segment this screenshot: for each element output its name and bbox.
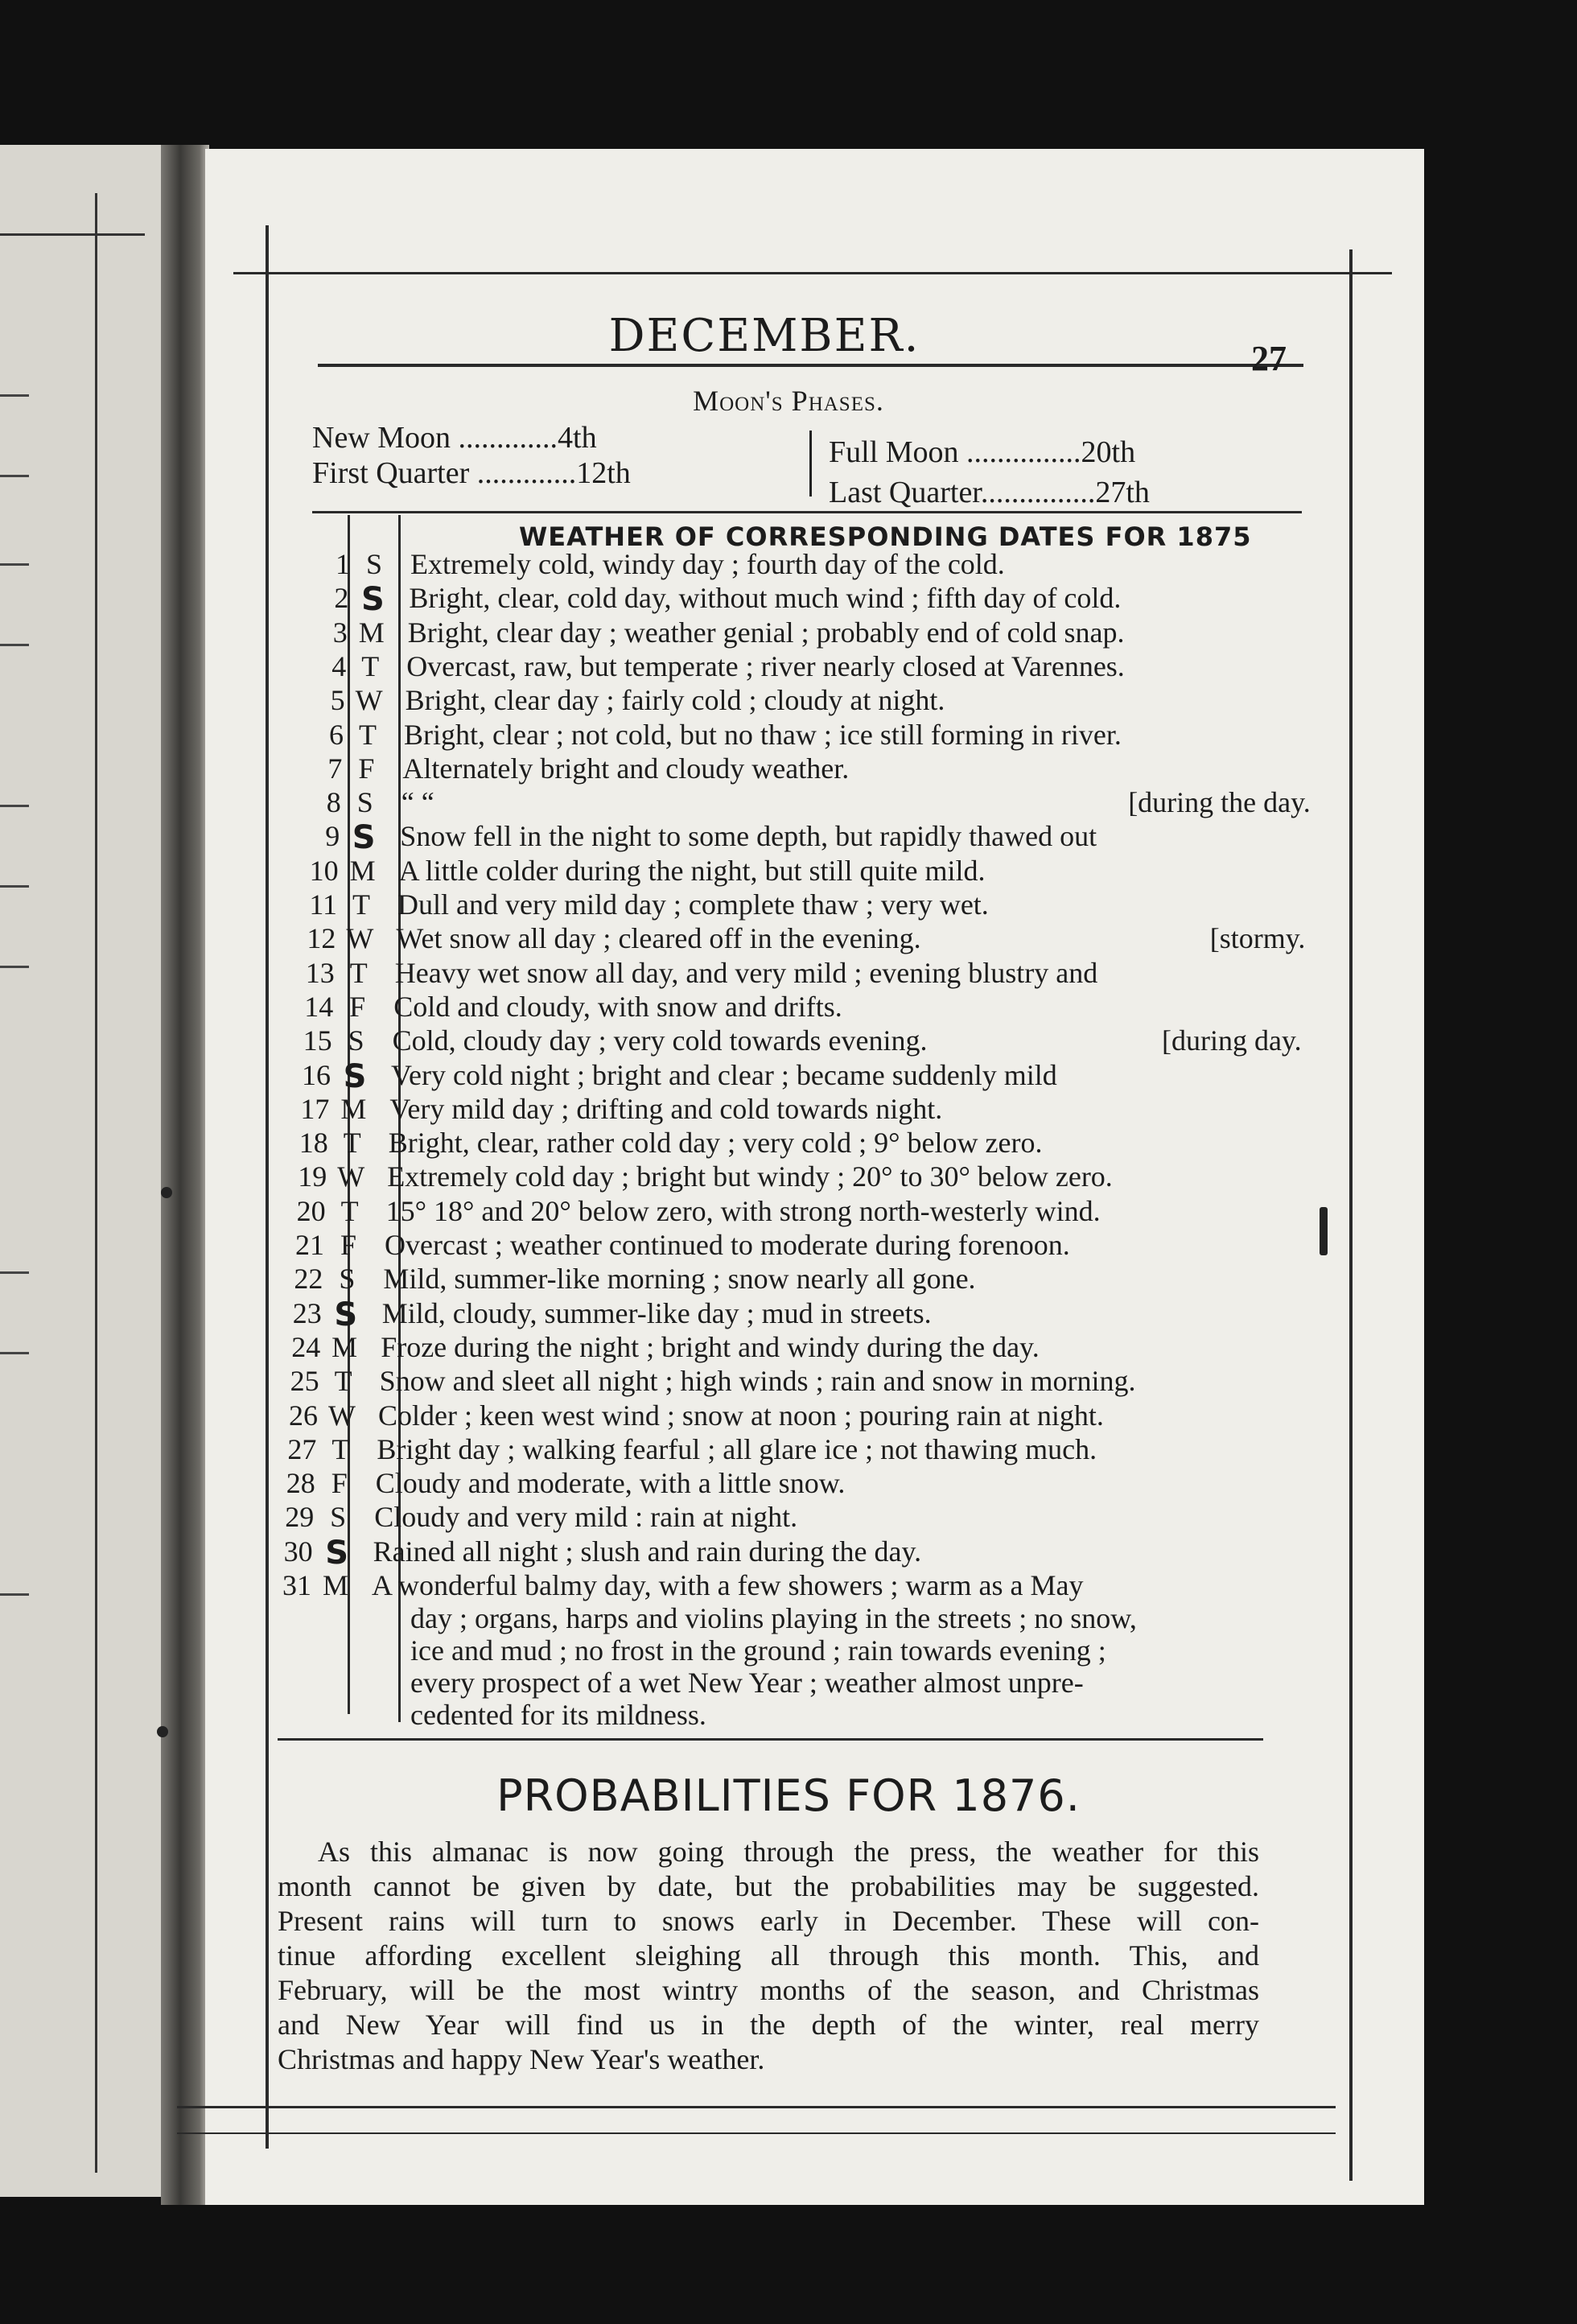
weather-description: Snow fell in the night to some depth, but rapidly thawed out [400, 820, 1097, 853]
weather-description: Froze during the night ; bright and windy during the day. [381, 1330, 1040, 1363]
weather-row [261, 888, 1307, 926]
weekday-letter: T [343, 1127, 361, 1160]
binding-hole [157, 1726, 168, 1737]
weekday-letter: T [331, 1432, 350, 1465]
weather-row [257, 990, 1303, 1028]
weekday-letter: M [331, 1330, 358, 1363]
weather-row [259, 921, 1305, 960]
weather-row [272, 581, 1318, 620]
continuation-line: ice and mud ; no frost in the ground ; rain towards evening ; [410, 1634, 1106, 1667]
weekday-letter: T [349, 956, 368, 989]
day-number: 4 [331, 649, 347, 682]
weather-row [241, 1399, 1287, 1437]
weekday-letter: T [361, 649, 380, 682]
day-number: 9 [325, 820, 340, 853]
day-number: 17 [300, 1092, 330, 1125]
weekday-letter: S [330, 1501, 347, 1534]
weather-row [252, 1126, 1298, 1164]
weather-row [263, 819, 1309, 858]
frame-bottom-rule-2 [177, 2132, 1336, 2134]
day-number: 16 [302, 1058, 331, 1091]
last-quarter-entry: Last Quarter...............27th [829, 476, 1150, 509]
day-number: 26 [289, 1399, 318, 1432]
weather-description: Bright, clear, rather cold day ; very cold ; 9° below zero. [388, 1127, 1043, 1160]
weather-row [244, 1330, 1290, 1369]
weather-description: Overcast ; weather continued to moderate during forenoon. [385, 1229, 1070, 1261]
facing-page-mark [0, 805, 29, 807]
day-number: 12 [307, 922, 336, 955]
facing-page-mark [0, 394, 29, 397]
weekday-letter: S [365, 548, 383, 580]
binding-hole [161, 1187, 172, 1198]
day-number: 18 [299, 1127, 328, 1160]
weekday-letter: M [340, 1092, 367, 1125]
paragraph-line: tinue affording excellent sleighing all through this month. This, and [278, 1939, 1259, 1972]
weather-description: Mild, summer-like morning ; snow nearly all gone. [383, 1263, 976, 1296]
weekday-letter: W [328, 1399, 356, 1432]
day-number: 28 [286, 1467, 315, 1500]
weather-row [243, 1364, 1289, 1403]
weather-row [245, 1296, 1291, 1335]
day-number: 31 [282, 1569, 311, 1601]
weekday-letter: W [346, 922, 374, 955]
weather-row [239, 1466, 1285, 1505]
weather-description: Cold, cloudy day ; very cold towards evening. [392, 1024, 928, 1057]
weather-row [249, 1194, 1295, 1233]
weather-row [250, 1160, 1296, 1198]
weather-heading: WEATHER OF CORRESPONDING DATES FOR 1875 [519, 521, 1252, 552]
day-number: 29 [285, 1501, 315, 1534]
weather-row [248, 1228, 1294, 1267]
weekday-letter: S [343, 1057, 367, 1095]
weather-description: Bright, clear ; not cold, but no thaw ; ice still forming in river. [404, 718, 1122, 751]
weekday-letter: S [348, 1024, 364, 1057]
phases-divider [809, 431, 812, 497]
facing-page-mark [0, 563, 29, 566]
weather-row [270, 649, 1316, 688]
phases-underline [312, 511, 1302, 513]
day-number: 19 [298, 1160, 327, 1193]
weather-description: Cold and cloudy, with snow and drifts. [393, 990, 842, 1023]
carried-over-text: [stormy. [1209, 922, 1306, 955]
facing-page-mark [0, 1271, 29, 1274]
day-number: 24 [291, 1330, 321, 1363]
weather-description: Snow and sleet all night ; high winds ; rain and snow in morning. [379, 1365, 1136, 1398]
day-number: 21 [295, 1229, 324, 1261]
weather-description: Very cold night ; bright and clear ; became suddenly mild [391, 1058, 1057, 1091]
day-number: 8 [326, 786, 341, 819]
weekday-letter: S [325, 1534, 348, 1572]
weather-row [256, 1024, 1302, 1062]
facing-page-top-rule [0, 233, 145, 236]
weather-description: Cloudy and very mild : rain at night. [374, 1501, 798, 1534]
continuation-line: day ; organs, harps and violins playing in the streets ; no snow, [410, 1602, 1137, 1634]
continuation-line: every prospect of a wet New Year ; weather almost unpre- [410, 1667, 1084, 1699]
day-number: 20 [296, 1194, 326, 1227]
weekday-letter: T [359, 718, 377, 751]
day-number: 14 [304, 990, 334, 1023]
day-number: 22 [294, 1263, 323, 1296]
facing-page-mark [0, 1352, 29, 1354]
day-number: 2 [334, 582, 349, 615]
full-moon-entry: Full Moon ...............20th [829, 435, 1136, 469]
weekday-letter: F [331, 1467, 348, 1500]
weather-description: Rained all night ; slush and rain during the day. [373, 1535, 922, 1568]
weekday-letter: W [337, 1160, 365, 1193]
weekday-letter: W [355, 684, 383, 717]
new-moon-entry: New Moon .............4th [312, 421, 597, 455]
weather-row [237, 1535, 1283, 1573]
probabilities-heading: PROBABILITIES FOR 1876. [496, 1770, 1081, 1821]
weather-row [269, 683, 1315, 722]
day-number: 13 [305, 956, 335, 989]
weather-row [237, 1500, 1283, 1539]
day-number: 5 [330, 684, 345, 717]
weekday-letter: S [334, 1296, 358, 1333]
weather-row [265, 785, 1311, 824]
weather-description: Cloudy and moderate, with a little snow. [375, 1467, 846, 1500]
weather-row [258, 956, 1304, 995]
carried-over-text: [during day. [1161, 1024, 1302, 1057]
day-number: 27 [287, 1432, 317, 1465]
continuation-line: cedented for its mildness. [410, 1699, 706, 1731]
frame-bottom-rule [177, 2106, 1336, 2108]
weather-description: Mild, cloudy, summer-like day ; mud in streets. [381, 1296, 932, 1329]
weather-description: 15° 18° and 20° below zero, with strong north-westerly wind. [385, 1194, 1101, 1227]
weather-description: Bright day ; walking fearful ; all glare ice ; not thawing much. [377, 1432, 1097, 1465]
page-number: 27 [1251, 339, 1287, 378]
weather-description: Extremely cold day ; bright but windy ; 20° to 30° below zero. [387, 1160, 1113, 1193]
weekday-letter: S [360, 581, 385, 619]
frame-top-rule [233, 272, 1392, 274]
paragraph-line: February, will be the most wintry months of the season, and Christmas [278, 1974, 1259, 2006]
day-number: 6 [329, 718, 344, 751]
weather-description: Colder ; keen west wind ; snow at noon ; pouring rain at night. [378, 1399, 1104, 1432]
paragraph-line: Present rains will turn to snows early in December. These will con- [278, 1905, 1259, 1937]
title-underline [318, 364, 1303, 367]
paragraph-line: and New Year will find us in the depth of the winter, real merry [278, 2009, 1259, 2041]
book-gutter [161, 145, 209, 2205]
facing-page-mark [0, 885, 29, 888]
weather-description: Very mild day ; drifting and cold towards night. [389, 1092, 943, 1125]
facing-page-edge [0, 145, 185, 2197]
weekday-letter: S [356, 786, 373, 819]
weather-description: “ “ [401, 786, 434, 819]
weather-row [271, 616, 1317, 654]
facing-page-mark [0, 644, 29, 646]
weekday-letter: S [352, 819, 376, 857]
weather-description: Wet snow all day ; cleared off in the evening. [396, 922, 921, 955]
day-number: 1 [336, 548, 350, 580]
paragraph-line: Christmas and happy New Year's weather. [278, 2043, 765, 2075]
weather-description: Dull and very mild day ; complete thaw ; very wet. [397, 888, 989, 921]
day-number: 7 [327, 752, 343, 785]
facing-page-mark [0, 1593, 29, 1596]
frame-right-rule [1349, 249, 1353, 2181]
weather-row [274, 547, 1320, 586]
weekday-letter: S [339, 1263, 356, 1296]
weather-description: Bright, clear, cold day, without much wind ; fifth day of cold. [409, 582, 1122, 615]
weekday-letter: T [352, 888, 370, 921]
weekday-letter: F [340, 1229, 357, 1261]
day-number: 15 [303, 1024, 332, 1057]
facing-page-mark [0, 966, 29, 968]
weekday-letter: M [358, 616, 385, 649]
weather-description: Alternately bright and cloudy weather. [402, 752, 850, 785]
weather-row [246, 1262, 1292, 1300]
weather-row [240, 1432, 1286, 1471]
table-bottom-rule [278, 1738, 1263, 1741]
day-number: 23 [292, 1296, 322, 1329]
weekday-letter: T [340, 1194, 359, 1227]
first-quarter-entry: First Quarter .............12th [312, 456, 631, 490]
weekday-letter: M [322, 1569, 348, 1601]
weather-row [254, 1058, 1300, 1097]
weather-description: A little colder during the night, but still quite mild. [398, 854, 986, 887]
day-number: 3 [332, 616, 348, 649]
moon-phases-heading: Moon's Phases. [693, 385, 884, 417]
weather-row [266, 752, 1311, 790]
weather-row [267, 718, 1313, 756]
weekday-letter: M [349, 854, 376, 887]
weather-row [262, 854, 1308, 892]
day-number: 10 [309, 854, 339, 887]
month-title: DECEMBER. [608, 310, 920, 362]
weather-row [253, 1092, 1299, 1131]
paragraph-line: As this almanac is now going through the press, the weather for this [318, 1836, 1259, 1868]
day-number: 25 [290, 1365, 319, 1398]
carried-over-text: [during the day. [1128, 786, 1311, 819]
weekday-letter: F [358, 752, 375, 785]
ink-mark [1320, 1207, 1328, 1255]
weather-description: Heavy wet snow all day, and very mild ; evening blustry and [394, 956, 1098, 989]
weather-description: Bright, clear day ; weather genial ; probably end of cold snap. [407, 616, 1125, 649]
weather-description: A wonderful balmy day, with a few showers ; warm as a May [372, 1569, 1084, 1601]
weather-description: Overcast, raw, but temperate ; river nearly closed at Varennes. [406, 649, 1125, 682]
facing-page-rule [95, 193, 97, 2173]
weather-description: Extremely cold, windy day ; fourth day of the cold. [410, 548, 1005, 580]
weekday-letter: F [349, 990, 366, 1023]
day-number: 11 [309, 888, 337, 921]
weekday-letter: T [334, 1365, 352, 1398]
paragraph-line: month cannot be given by date, but the probabilities may be suggested. [278, 1870, 1259, 1902]
weather-description: Bright, clear day ; fairly cold ; cloudy at night. [405, 684, 945, 717]
day-number: 30 [283, 1535, 313, 1568]
facing-page-mark [0, 475, 29, 477]
